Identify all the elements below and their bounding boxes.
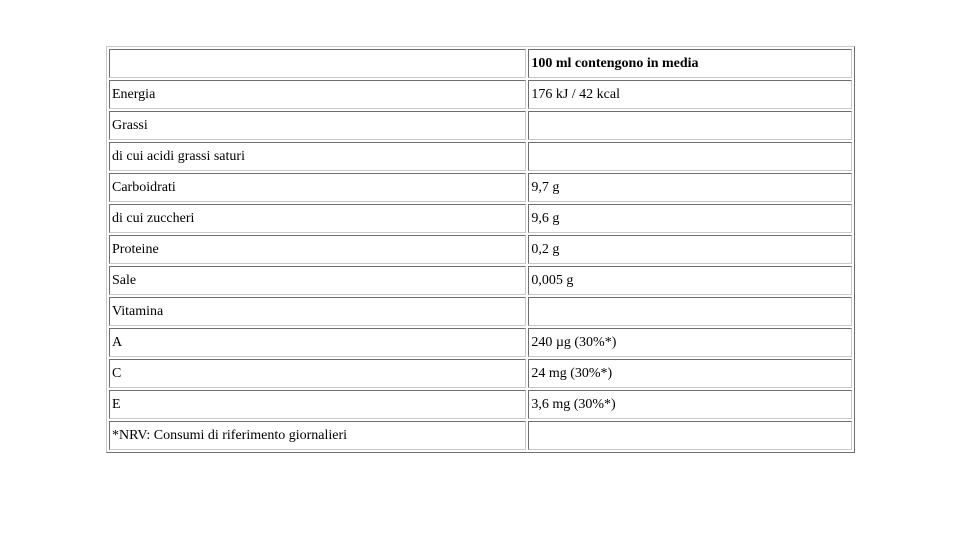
row-value-cell: 0,005 g: [528, 266, 852, 295]
table-row-energia: [109, 80, 852, 109]
table-row-vitamina-c: [109, 359, 852, 388]
header-label-cell: [109, 49, 526, 78]
row-label-cell: Sale: [109, 266, 526, 295]
row-label-cell: A: [109, 328, 526, 357]
footnote-cell: *NRV: Consumi di riferimento giornalieri: [109, 421, 526, 450]
table-row-grassi: [109, 111, 852, 140]
row-label-cell: Proteine: [109, 235, 526, 264]
table-row-acidi-grassi-saturi: [109, 142, 852, 171]
row-value-cell: 24 mg (30%*): [528, 359, 852, 388]
row-value-cell: 0,2 g: [528, 235, 852, 264]
table-row-proteine: [109, 235, 852, 264]
row-label-cell: Vitamina: [109, 297, 526, 326]
table-row-sale: [109, 266, 852, 295]
row-value-cell: 240 µg (30%*): [528, 328, 852, 357]
table-row-zuccheri: [109, 204, 852, 233]
row-label-cell: di cui acidi grassi saturi: [109, 142, 526, 171]
table-row-vitamina: [109, 297, 852, 326]
row-value-cell: 3,6 mg (30%*): [528, 390, 852, 419]
row-label-cell: Carboidrati: [109, 173, 526, 202]
table-header-row: [109, 49, 852, 78]
row-label-cell: di cui zuccheri: [109, 204, 526, 233]
nutrition-table-body: [109, 49, 852, 450]
row-value-cell: 9,7 g: [528, 173, 852, 202]
table-row-carboidrati: [109, 173, 852, 202]
table-row-nrv-footnote: [109, 421, 852, 450]
nutrition-table: [106, 46, 855, 453]
table-row-vitamina-e: [109, 390, 852, 419]
header-value-cell: 100 ml contengono in media: [528, 49, 852, 78]
row-label-cell: E: [109, 390, 526, 419]
row-value-cell: [528, 421, 852, 450]
row-label-cell: C: [109, 359, 526, 388]
row-label-cell: Grassi: [109, 111, 526, 140]
row-value-cell: 9,6 g: [528, 204, 852, 233]
row-label-cell: Energia: [109, 80, 526, 109]
row-value-cell: [528, 297, 852, 326]
row-value-cell: 176 kJ / 42 kcal: [528, 80, 852, 109]
row-value-cell: [528, 111, 852, 140]
row-value-cell: [528, 142, 852, 171]
table-row-vitamina-a: [109, 328, 852, 357]
